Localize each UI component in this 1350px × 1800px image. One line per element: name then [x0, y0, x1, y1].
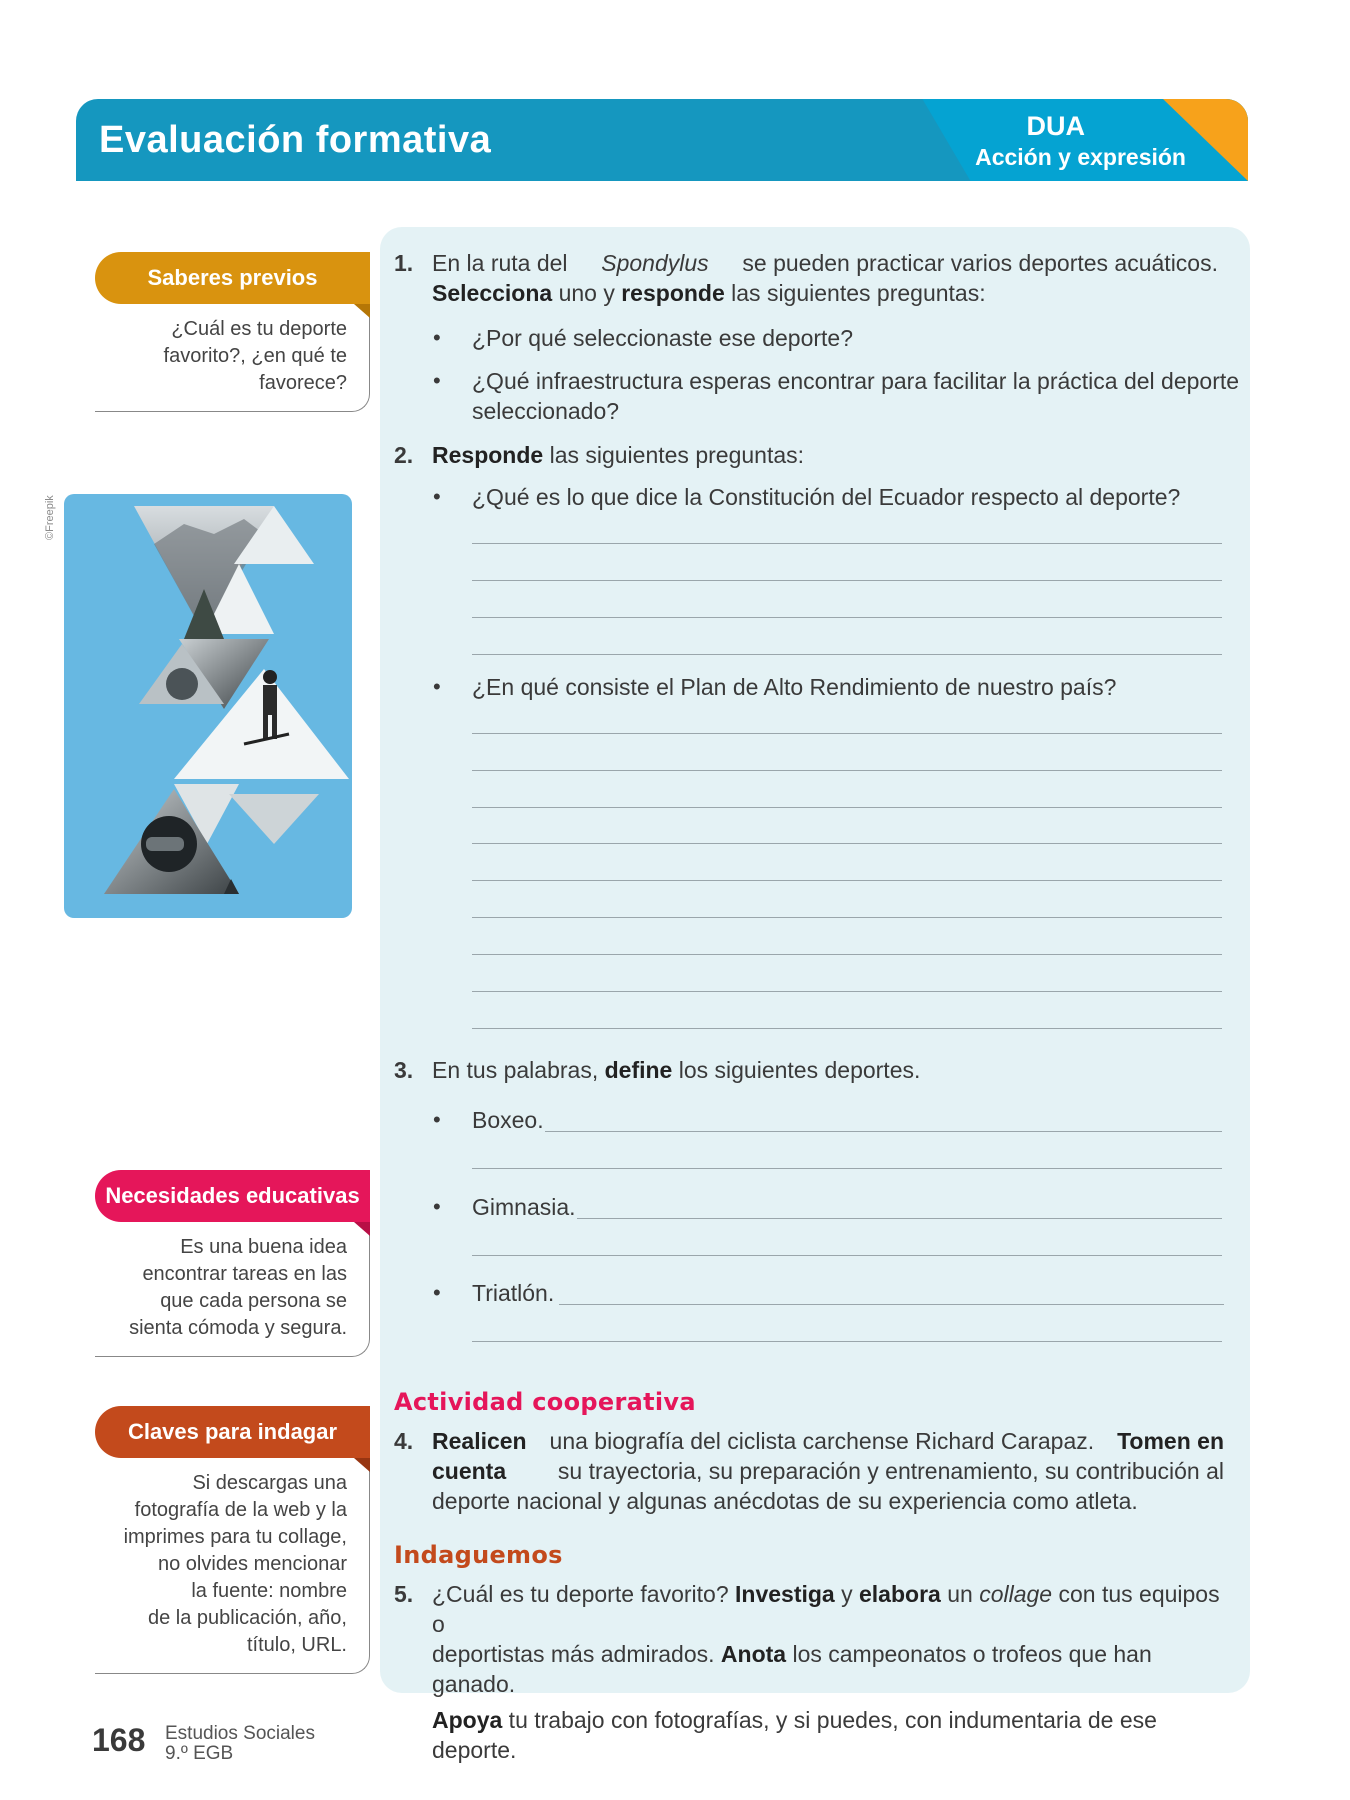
ski-photo-collage — [64, 494, 352, 918]
q1-text-c: uno y — [552, 280, 622, 306]
question-number: 1. — [394, 250, 414, 276]
q3-item-gimnasia — [433, 1192, 576, 1222]
triatlon-label: Triatlón. — [472, 1280, 555, 1306]
q4-cuenta: cuenta — [432, 1458, 507, 1484]
q1-bullet-2 — [433, 366, 1240, 426]
forest2-triangle — [229, 794, 319, 844]
necesidades-line: que cada persona se — [160, 1290, 347, 1312]
saberes-previos-tab: Saberes previos — [95, 252, 370, 304]
answer-line[interactable] — [472, 991, 1222, 992]
question-4 — [394, 1426, 1224, 1516]
answer-line[interactable] — [472, 654, 1222, 655]
q5-text-4: con tus equipos o — [432, 1581, 1220, 1637]
page-title: Evaluación formativa — [99, 119, 492, 161]
gimnasia-label: Gimnasia. — [472, 1194, 576, 1220]
answer-line[interactable] — [472, 1341, 1222, 1342]
q3-item-triatlon — [433, 1278, 555, 1308]
q3-define: define — [604, 1057, 673, 1083]
boxeo-answer-line[interactable] — [545, 1131, 1222, 1132]
helmet-icon — [166, 668, 198, 700]
q5-line-2 — [432, 1639, 1232, 1699]
q5-apoya: Apoya — [432, 1707, 503, 1733]
question-1-line-1 — [432, 248, 1218, 278]
q4-line-3: deporte nacional y algunas anécdotas de su experiencia como atleta. — [432, 1488, 1138, 1514]
claves-line: Si descargas una — [192, 1472, 347, 1494]
q5-text-7: tu trabajo con fotografías, y si puedes, con indumentaria de ese deporte. — [432, 1707, 1157, 1763]
q4-line-1 — [432, 1426, 1224, 1456]
q1-bullet-1 — [433, 323, 854, 353]
answer-line[interactable] — [472, 617, 1222, 618]
bullet-dot: • — [433, 484, 441, 509]
bullet-dot: • — [433, 674, 441, 699]
claves-para-indagar-text — [95, 1470, 370, 1674]
saberes-line: ¿Cuál es tu deporte — [171, 318, 347, 340]
dua-label: DUA — [1026, 111, 1085, 141]
q5-line-1 — [432, 1579, 1232, 1639]
q4-text-2: su trayectoria, su preparación y entrenamiento, su contribución al — [557, 1458, 1224, 1484]
answer-line[interactable] — [472, 1168, 1222, 1169]
q2-bullet-1 — [433, 482, 1181, 512]
triatlon-answer-line[interactable] — [559, 1304, 1224, 1305]
collage-graphic — [64, 494, 352, 918]
grade-label: 9.º EGB — [165, 1743, 234, 1764]
question-number: 3. — [394, 1057, 414, 1083]
saberes-line: favorece? — [259, 372, 347, 394]
claves-line: título, URL. — [246, 1634, 347, 1656]
actividad-cooperativa-heading: Actividad cooperativa — [394, 1388, 696, 1416]
answer-line[interactable] — [472, 917, 1222, 918]
question-number: 5. — [394, 1581, 414, 1607]
q1-spondylus: Spondylus — [601, 250, 709, 276]
footer-subject — [165, 1724, 315, 1764]
q4-realicen: Realicen — [432, 1428, 527, 1454]
question-number: 4. — [394, 1428, 414, 1454]
q5-text-3: un — [940, 1581, 980, 1607]
gimnasia-answer-line[interactable] — [577, 1218, 1222, 1219]
answer-line[interactable] — [472, 543, 1222, 544]
saberes-previos-box — [95, 252, 370, 412]
claves-line: no olvides mencionar — [158, 1553, 347, 1575]
bullet-dot: • — [433, 1280, 441, 1305]
skier-body — [263, 685, 277, 715]
answer-line[interactable] — [472, 733, 1222, 734]
bullet-dot: • — [433, 1194, 441, 1219]
q5-investiga: Investiga — [735, 1581, 835, 1607]
q5-text-6: los campeonatos o trofeos que han ganado. — [432, 1641, 1152, 1697]
q4-tomen-en: Tomen en — [1117, 1428, 1224, 1454]
page-number: 168 — [92, 1722, 146, 1758]
skier-leg — [263, 715, 268, 739]
answer-line[interactable] — [472, 880, 1222, 881]
necesidades-line: sienta cómoda y segura. — [129, 1317, 347, 1339]
header-banner — [76, 99, 1248, 181]
q1-bullet-1-text: ¿Por qué seleccionaste ese deporte? — [472, 325, 854, 351]
claves-line: la fuente: nombre — [191, 1580, 347, 1602]
answer-line[interactable] — [472, 580, 1222, 581]
photo-credit: ©Freepik — [44, 495, 56, 540]
q2-responde: Responde — [432, 442, 544, 468]
q2-bullet-1-text: ¿Qué es lo que dice la Constitución del Ecuador respecto al deporte? — [472, 484, 1181, 510]
q5-line-3 — [432, 1705, 1232, 1765]
question-1 — [394, 248, 1218, 308]
q5-collage: collage — [979, 1581, 1053, 1607]
answer-line[interactable] — [472, 807, 1222, 808]
goggles-icon — [146, 837, 184, 851]
q1-text-b: se pueden practicar varios deportes acuáticos. — [742, 250, 1218, 276]
bullet-dot: • — [433, 325, 441, 350]
q1-text-a: En la ruta del — [432, 250, 568, 276]
bullet-dot: • — [433, 1107, 441, 1132]
necesidades-educativas-box — [95, 1170, 370, 1357]
bullet-dot: • — [433, 368, 441, 393]
claves-line: imprimes para tu collage, — [123, 1526, 347, 1548]
q3-text-b: los siguientes deportes. — [672, 1057, 921, 1083]
answer-line[interactable] — [472, 770, 1222, 771]
q2-bullet-2 — [433, 672, 1117, 702]
necesidades-educativas-tab: Necesidades educativas — [95, 1170, 370, 1222]
question-5 — [394, 1579, 1232, 1765]
question-3 — [394, 1055, 921, 1085]
boxeo-label: Boxeo. — [472, 1107, 544, 1133]
q1-responde: responde — [621, 280, 725, 306]
q5-text-2: y — [834, 1581, 859, 1607]
answer-line[interactable] — [472, 1028, 1222, 1029]
q4-line-2 — [432, 1456, 1224, 1486]
claves-para-indagar-box — [95, 1406, 370, 1674]
necesidades-educativas-text — [95, 1234, 370, 1357]
claves-para-indagar-tab: Claves para indagar — [95, 1406, 370, 1458]
dua-subtitle: Acción y expresión — [975, 144, 1186, 170]
q5-elabora: elabora — [859, 1581, 941, 1607]
subject-name: Estudios Sociales — [165, 1723, 315, 1744]
q4-text-1: una biografía del ciclista carchense Richard Carapaz. — [549, 1428, 1095, 1454]
q3-item-boxeo — [433, 1105, 544, 1135]
q5-text-5: deportistas más admirados. — [432, 1641, 721, 1667]
answer-line[interactable] — [472, 843, 1222, 844]
saberes-line: favorito?, ¿en qué te — [163, 345, 347, 367]
q2-text: las siguientes preguntas: — [543, 442, 805, 468]
claves-line: de la publicación, año, — [147, 1607, 347, 1629]
q1-selecciona: Selecciona — [432, 280, 553, 306]
indaguemos-heading: Indaguemos — [394, 1541, 563, 1569]
q5-text-1: ¿Cuál es tu deporte favorito? — [432, 1581, 735, 1607]
necesidades-line: encontrar tareas en las — [142, 1263, 347, 1285]
question-number: 2. — [394, 442, 414, 468]
necesidades-line: Es una buena idea — [180, 1236, 347, 1258]
answer-line[interactable] — [472, 1255, 1222, 1256]
q1-text-d: las siguientes preguntas: — [724, 280, 986, 306]
question-1-line-2 — [432, 278, 1218, 308]
q5-anota: Anota — [720, 1641, 787, 1667]
question-2 — [394, 440, 805, 470]
q3-text-a: En tus palabras, — [432, 1057, 605, 1083]
answer-line[interactable] — [472, 954, 1222, 955]
skier-head — [263, 670, 277, 684]
q1-bullet-2-line-2: seleccionado? — [472, 398, 620, 424]
q1-bullet-2-line-1: ¿Qué infraestructura esperas encontrar para facilitar la práctica del deporte — [472, 368, 1240, 394]
q2-bullet-2-text: ¿En qué consiste el Plan de Alto Rendimiento de nuestro país? — [472, 674, 1117, 700]
saberes-previos-text — [95, 316, 370, 412]
claves-line: fotografía de la web y la — [134, 1499, 347, 1521]
